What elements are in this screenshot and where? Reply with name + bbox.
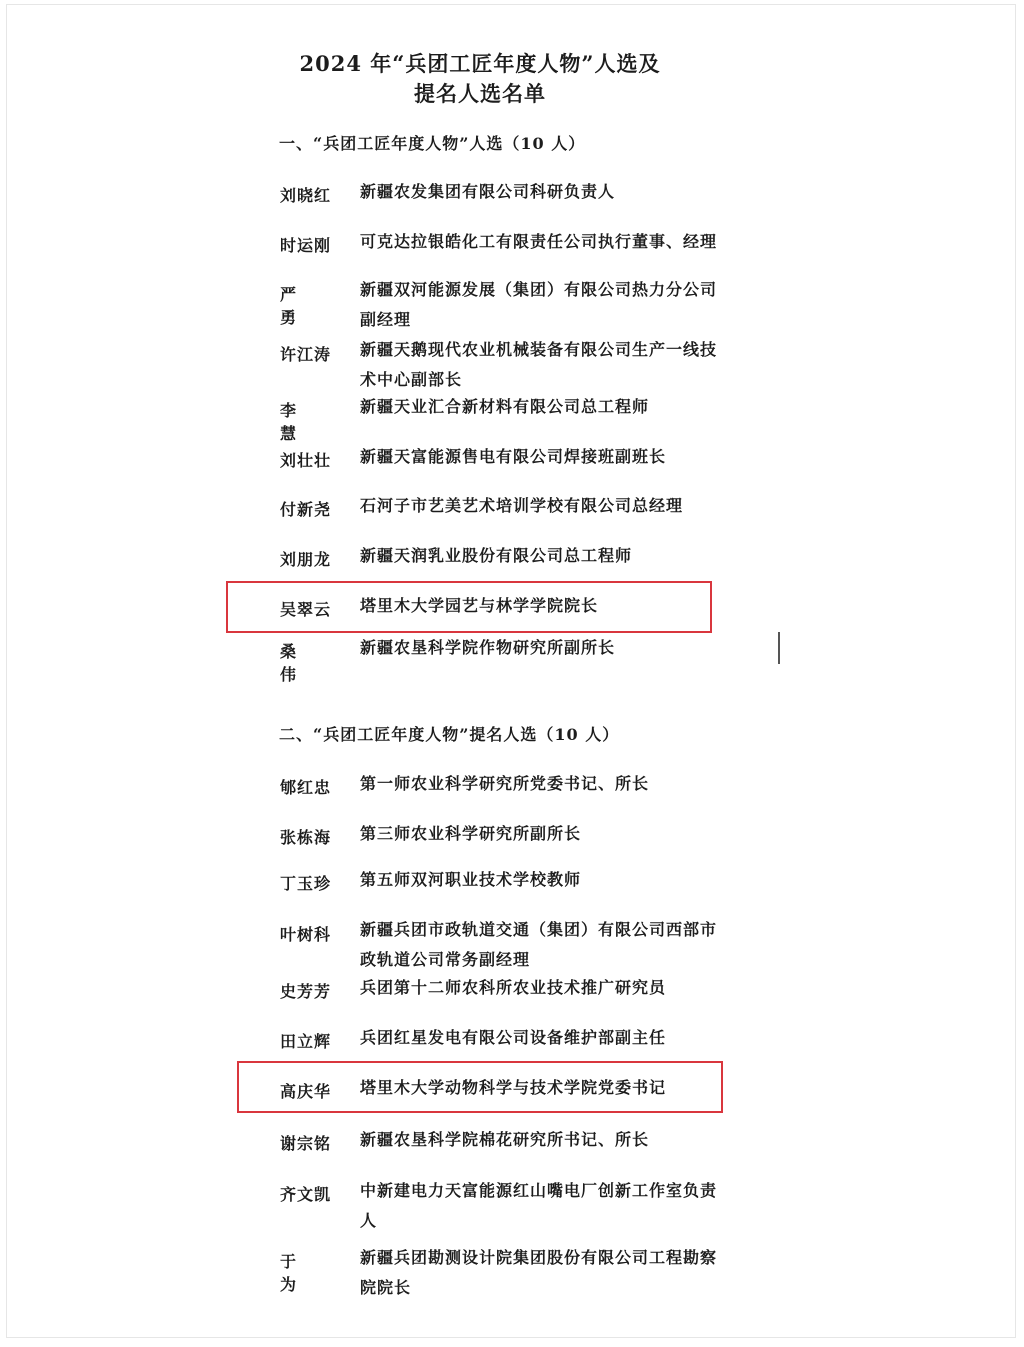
section2-desc: 新疆兵团市政轨道交通（集团）有限公司西部市政轨道公司常务副经理 [360, 920, 718, 969]
section2-name: 高庆华 [280, 1082, 332, 1101]
section1-name: 刘朋龙 [280, 550, 332, 569]
section2-desc: 第五师双河职业技术学校教师 [360, 870, 582, 889]
section2-desc: 兵团第十二师农科所农业技术推广研究员 [360, 978, 667, 997]
section1-desc: 新疆天业汇合新材料有限公司总工程师 [360, 397, 650, 416]
section1-name: 严 勇 [280, 285, 311, 327]
section2-name: 谢宗铭 [280, 1134, 332, 1153]
section2-name: 于 为 [280, 1252, 311, 1294]
section1-desc: 新疆天润乳业股份有限公司总工程师 [360, 546, 633, 565]
section1-name: 刘壮壮 [280, 451, 332, 470]
section1-name: 桑 伟 [280, 642, 311, 684]
section1-desc: 石河子市艺美艺术培训学校有限公司总经理 [360, 496, 684, 515]
section2-desc: 兵团红星发电有限公司设备维护部副主任 [360, 1028, 667, 1047]
section1-name: 吴翠云 [280, 600, 332, 619]
section1-name: 李 慧 [280, 401, 311, 443]
section1-name: 时运刚 [280, 236, 332, 255]
section2-name: 叶树科 [280, 925, 332, 944]
section2-name: 张栋海 [280, 828, 332, 847]
document-title-line1: 2024 年“兵团工匠年度人物”人选及 [299, 51, 661, 76]
section2-name: 丁玉珍 [280, 874, 332, 893]
section1-desc: 新疆天富能源售电有限公司焊接班副班长 [360, 447, 667, 466]
section1-desc: 新疆农发集团有限公司科研负责人 [360, 182, 616, 201]
section2-desc: 第一师农业科学研究所党委书记、所长 [360, 774, 650, 793]
section1-desc: 新疆农垦科学院作物研究所副所长 [360, 638, 616, 657]
document-title-line2: 提名人选名单 [414, 81, 546, 106]
section2-desc: 新疆农垦科学院棉花研究所书记、所长 [360, 1130, 650, 1149]
section1-desc: 塔里木大学园艺与林学学院院长 [360, 596, 599, 615]
section1-desc: 可克达拉银皓化工有限责任公司执行董事、经理 [360, 232, 718, 251]
section2-name: 史芳芳 [280, 982, 332, 1001]
section1-name: 许江涛 [280, 345, 332, 364]
section1-name: 付新尧 [280, 500, 332, 519]
section2-desc: 中新建电力天富能源红山嘴电厂创新工作室负责人 [360, 1181, 718, 1230]
scan-line-mark [778, 632, 780, 664]
section2-desc: 第三师农业科学研究所副所长 [360, 824, 582, 843]
section1-name: 刘晓红 [280, 186, 332, 205]
section2-name: 齐文凯 [280, 1185, 332, 1204]
section2-name: 田立辉 [280, 1032, 332, 1051]
section1-heading: 一、“兵团工匠年度人物”人选（10 人） [279, 134, 586, 153]
section1-desc: 新疆天鹅现代农业机械装备有限公司生产一线技术中心副部长 [360, 340, 718, 389]
section2-heading: 二、“兵团工匠年度人物”提名人选（10 人） [279, 725, 620, 744]
section1-desc: 新疆双河能源发展（集团）有限公司热力分公司副经理 [360, 280, 718, 329]
section2-name: 郇红忠 [280, 778, 332, 797]
section2-desc: 新疆兵团勘测设计院集团股份有限公司工程勘察院院长 [360, 1248, 718, 1297]
section2-desc: 塔里木大学动物科学与技术学院党委书记 [360, 1078, 667, 1097]
